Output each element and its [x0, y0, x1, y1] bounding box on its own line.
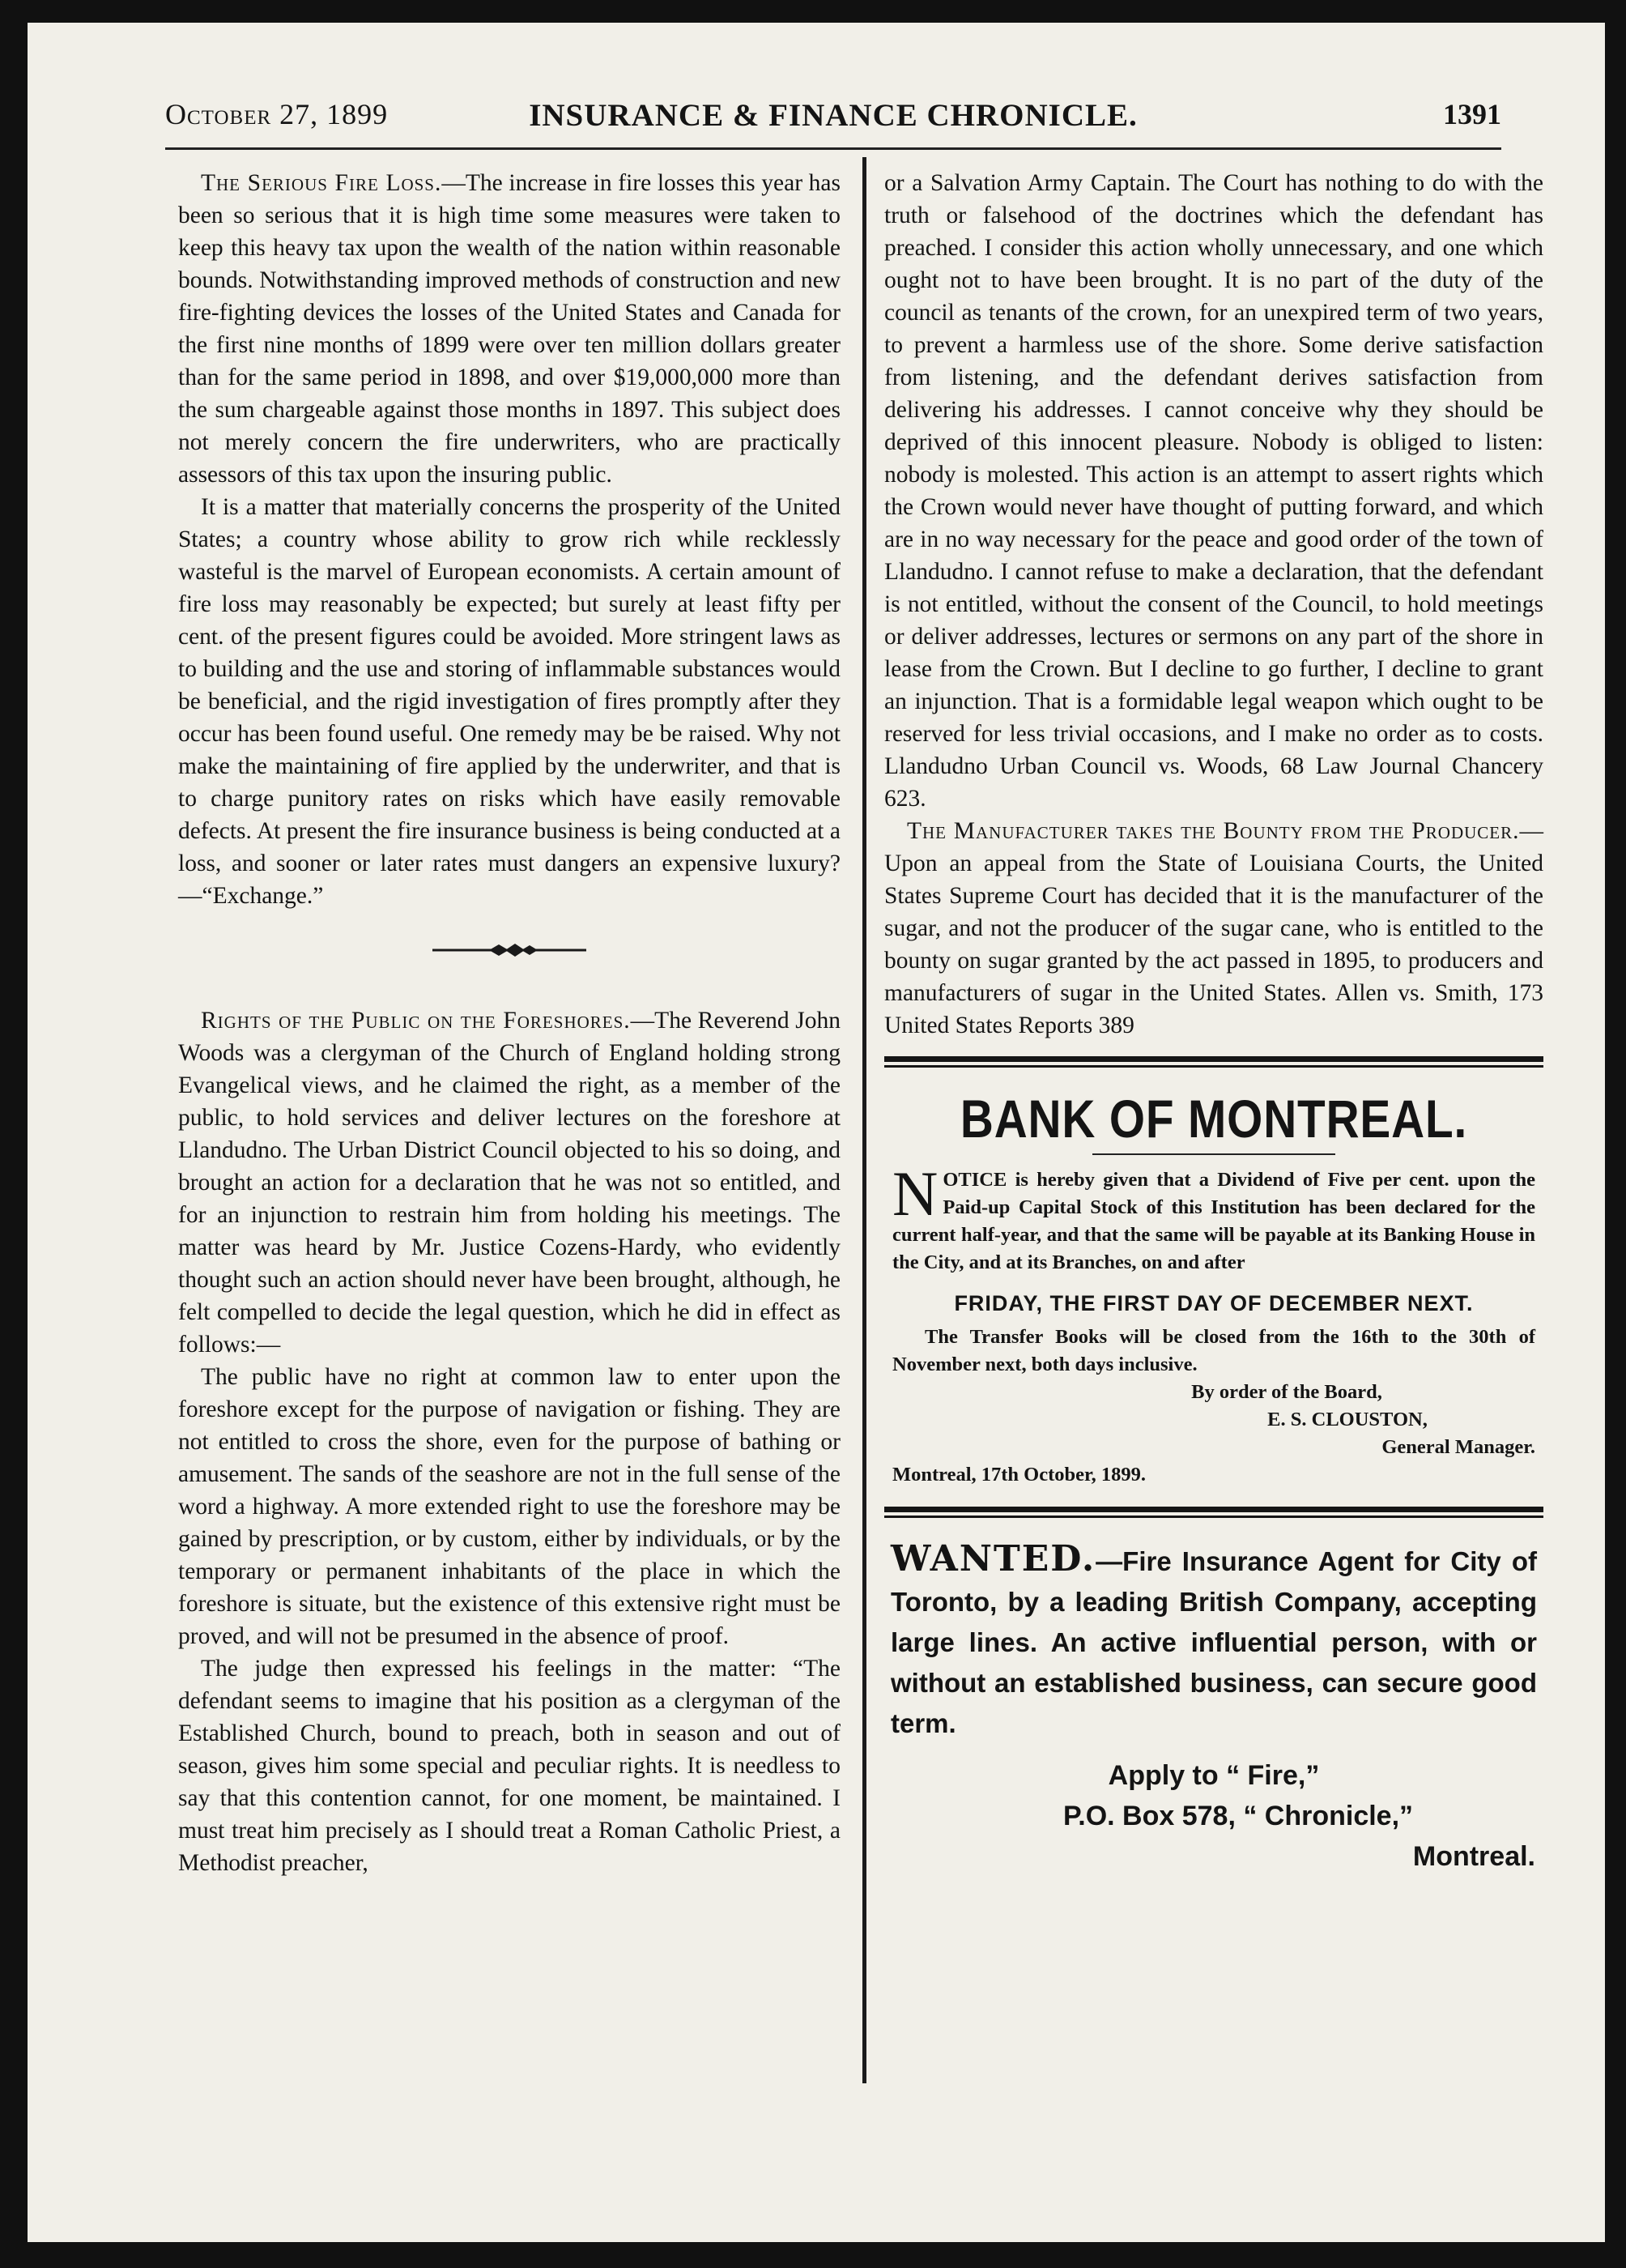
foreshores-text-1: —The Reverend John Woods was a clergyman of the Church of England holding strong Evangelical views, and he claimed the right, as a member of the public, to hold services and deliver lectures on the foreshore at Llandudno. The Urban District Council objected to his so doing, and brought an action for a declaration that he was not so entitled, and for an injunction to restrain him from holding his meetings. The matter was heard by Mr. Justice Cozens-Hardy, who evidently thought such an action should never have been brought, although, he felt compelled to decide the legal question, which he did in effect as follows:— — [178, 1008, 841, 1358]
wanted-text-block — [891, 1539, 1537, 1744]
apply-line-1: Apply to “ Fire,” — [1108, 1760, 1320, 1791]
by-order: By order of the Board, — [1191, 1381, 1382, 1403]
bounty-para — [884, 815, 1543, 1042]
issue-date: October 27, 1899 — [165, 98, 389, 130]
right-column — [884, 167, 1543, 1877]
foreshores-para-3: The judge then expressed his feelings in the matter: “The defendant seems to imagine that his position as a clergyman of the Established Church, bound to preach, both in season and out of season, gives him some special and peculiar rights. It is needless to say that this contention cannot, for one moment, be maintained. I must treat him precisely as I should treat a Roman Catholic Priest, a Methodist preacher, — [178, 1656, 841, 1876]
notice-place-date: Montreal, 17th October, 1899. — [892, 1464, 1147, 1486]
ad-rule-middle-thin — [884, 1516, 1543, 1518]
column-divider — [862, 157, 866, 2083]
ad-rule-middle — [884, 1507, 1543, 1512]
bounty-text: —Upon an appeal from the State of Louisiana Courts, the United States Supreme Court has decided that it is the manufacturer of the sugar, and not the producer of the sugar cane, who is entitled to the bounty on sugar granted by the act passed in 1895, to producers and manufacturers of sugar in the United States. Allen vs. Smith, 173 United States Reports 389 — [884, 818, 1543, 1038]
notice-text: OTICE is hereby given that a Dividend of Five per cent. upon the Paid-up Capital Stock of this Institution has been declared for the current half-year, and that the same will be payable at its Banking House in the City, and at its Branches, on and after — [892, 1169, 1535, 1273]
signatory-name: E. S. CLOUSTON, — [1267, 1409, 1428, 1430]
publication-title: INSURANCE & FINANCE CHRONICLE. — [529, 98, 1138, 133]
notice-drop-cap: N — [892, 1158, 939, 1229]
bank-notice — [892, 1158, 1535, 1489]
fire-loss-heading: The Serious Fire Loss. — [201, 170, 442, 196]
ornament-divider-icon — [432, 941, 586, 959]
fire-loss-para-2: It is a matter that materially concerns the prosperity of the United States; a country whose ability to grow rich while recklessly wasteful is the marvel of European economists. A certain amount of fire loss may reasonably be expected; but surely at least fifty per cent. of the present figures could be avoided. More stringent laws as to building and the use and storing of inflammable substances would be beneficial, and the rigid investigation of fires promptly after they occur has been found useful. One remedy may be be raised. Why not make the maintaining of fire applied by the underwriter, and that is to charge punitory rates on risks which have easily removable defects. At present the fire insurance business is being conducted at a loss, and sooner or later rates must dangers an expensive luxury?—“Exchange.” — [178, 494, 841, 909]
newspaper-page — [28, 23, 1605, 2242]
foreshores-para-1 — [178, 1004, 841, 1361]
bounty-heading: The Manufacturer takes the Bounty from the Producer. — [907, 818, 1520, 844]
wanted-advertisement — [884, 1539, 1543, 1877]
page-number: 1391 — [1443, 98, 1501, 130]
foreshores-para-2: The public have no right at common law to enter upon the foreshore except for the purpose of navigation or fishing. They are not entitled to cross the shore, even for the purpose of bathing or amusement. The sands of the seashore are not in the full sense of the word a highway. A more extended right to use the foreshore may be gained by prescription, or by custom, either by individuals, or by the temporary or permanent inhabitants of the place in which the foreshore is situate, but the existence of this extensive right must be proved, and will not be presumed in the absence of proof. — [178, 1364, 841, 1649]
wanted-heading: WANTED. — [891, 1538, 1096, 1580]
left-column — [178, 167, 841, 1879]
ad-rule-top-thin — [884, 1065, 1543, 1068]
apply-line-2: P.O. Box 578, “ Chronicle,” — [1062, 1801, 1414, 1831]
apply-line-3: Montreal. — [1412, 1841, 1535, 1872]
signatory-role: General Manager. — [1381, 1436, 1535, 1458]
fire-loss-para-1 — [178, 167, 841, 491]
dividend-date: FRIDAY, THE FIRST DAY OF DECEMBER NEXT. — [954, 1291, 1474, 1315]
bank-advertisement — [884, 1056, 1543, 1518]
bank-title-rule — [1092, 1153, 1335, 1155]
wanted-text: —Fire Insurance Agent for City of Toronto, by a leading British Company, accepting large lines. An active influential person, with or without an established business, can secure good term. — [891, 1546, 1537, 1738]
header-rule — [165, 147, 1501, 150]
running-head — [165, 97, 1501, 146]
apply-block — [884, 1755, 1543, 1877]
foreshores-heading: Rights of the Public on the Foreshores. — [201, 1008, 631, 1034]
transfer-books: The Transfer Books will be closed from the 16th to the 30th of November next, both days inclusive. — [892, 1326, 1535, 1375]
ad-rule-top — [884, 1056, 1543, 1062]
foreshores-continued: or a Salvation Army Captain. The Court has nothing to do with the truth or falsehood of the doctrines which the defendant has preached. I consider this action wholly unnecessary, and one which ought not to have been brought. It is no part of the duty of the council as tenants of the crown, for an unexpired term of two years, to prevent a harmless use of the shore. Some derive satisfaction from listening, and the defendant derives satisfaction from delivering his addresses. I cannot conceive why they should be deprived of this innocent pleasure. Nobody is obliged to listen: nobody is molested. This action is an attempt to assert rights which the Crown would never have thought of putting forward, and which are in no way necessary for the peace and good order of the town of Llandudno. I cannot refuse to make a declaration, that the defendant is not entitled, without the consent of the Council, to hold meetings or deliver addresses, lectures or sermons on any part of the shore in lease from the Crown. But I decline to go further, I decline to grant an injunction. That is a formidable legal weapon which ought to be reserved for less trivial occasions, and I make no order as to costs. Llandudno Urban Council vs. Woods, 68 Law Journal Chancery 623. — [884, 170, 1543, 812]
fire-loss-text-1: —The increase in fire losses this year has been so serious that it is high time some measures were taken to keep this heavy tax upon the wealth of the nation within reasonable bounds. Notwithstanding improved methods of construction and new fire-fighting devices the losses of the United States and Canada for the first nine months of 1899 were over ten million dollars greater than for the same period in 1898, and over $19,000,000 more than the sum chargeable against those months in 1897. This subject does not merely concern the fire underwriters, who are practically assessors of this tax upon the insuring public. — [178, 170, 841, 488]
bank-title: BANK OF MONTREAL. — [960, 1089, 1468, 1149]
